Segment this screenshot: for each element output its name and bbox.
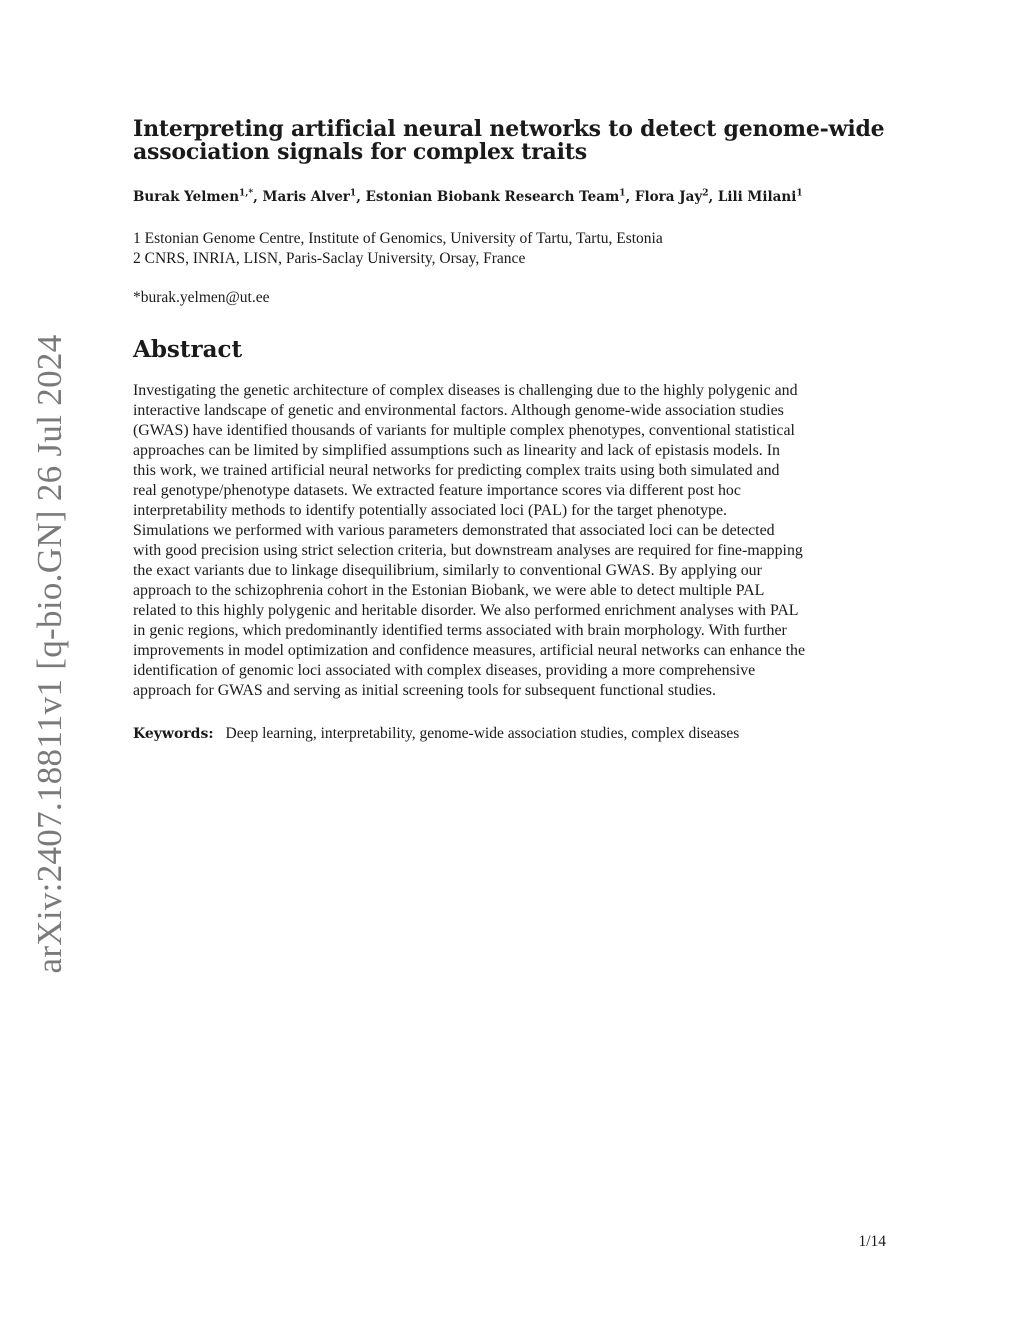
- paper-front-matter: [133, 118, 893, 744]
- abstract-line: interpretability methods to identify potentially associated loci (PAL) for the target phenotype.: [133, 502, 727, 519]
- abstract-line: in genic regions, which predominantly identified terms associated with brain morphology. With further: [133, 622, 787, 639]
- abstract-line: this work, we trained artificial neural networks for predicting complex traits using both simulated and: [133, 462, 780, 479]
- abstract-line: Simulations we performed with various parameters demonstrated that associated loci can be detected: [133, 522, 775, 539]
- paper-title-line-2: association signals for complex traits: [133, 139, 587, 165]
- paper-title: [133, 118, 893, 164]
- keywords: [133, 724, 893, 744]
- author: Burak Yelmen$^{1,*}$,: [133, 188, 263, 205]
- abstract-line: the exact variants due to linkage disequilibrium, similarly to conventional GWAS. By applying our: [133, 562, 762, 579]
- affiliation: 1 Estonian Genome Centre, Institute of Genomics, University of Tartu, Tartu, Estonia: [133, 230, 663, 247]
- author: Flora Jay$^2$,: [634, 188, 718, 205]
- abstract-line: interactive landscape of genetic and environmental factors. Although genome-wide association studies: [133, 402, 784, 419]
- author: Maris Alver$^1$,: [262, 188, 366, 205]
- abstract-line: improvements in model optimization and confidence measures, artificial neural networks can enhance the: [133, 642, 806, 659]
- abstract-line: identification of genomic loci associated with complex diseases, providing a more comprehensive: [133, 662, 756, 679]
- abstract-line: (GWAS) have identified thousands of variants for multiple complex phenotypes, conventional statistical: [133, 422, 795, 439]
- author-list: [133, 188, 893, 206]
- affiliation: 2 CNRS, INRIA, LISN, Paris-Saclay University, Orsay, France: [133, 250, 526, 267]
- abstract-line: real genotype/phenotype datasets. We extracted feature importance scores via different post hoc: [133, 482, 741, 499]
- arxiv-identifier-stamp: [28, 334, 72, 974]
- abstract-line: approaches can be limited by simplified assumptions such as linearity and lack of epistasis models. In: [133, 442, 780, 459]
- affiliations: [133, 229, 893, 269]
- abstract-line: Investigating the genetic architecture of complex diseases is challenging due to the highly polygenic and: [133, 382, 798, 399]
- abstract-line: related to this highly polygenic and heritable disorder. We also performed enrichment analyses with PAL: [133, 602, 799, 619]
- keywords-label: Keywords:: [133, 726, 214, 742]
- author: Lili Milani$^1$: [717, 188, 803, 205]
- paper-title-line-1: Interpreting artificial neural networks to detect genome-wide: [133, 116, 885, 142]
- abstract-heading: Abstract: [133, 336, 243, 363]
- author: Estonian Biobank Research Team$^1$,: [365, 188, 635, 205]
- page-number: 1/14: [858, 1233, 886, 1250]
- abstract-line: with good precision using strict selection criteria, but downstream analyses are required for fine-mapping: [133, 542, 803, 559]
- abstract-body: [133, 381, 893, 701]
- arxiv-identifier-text: arXiv:2407.18811v1 [q-bio.GN] 26 Jul 2024: [30, 334, 69, 974]
- corresponding-author-email: *burak.yelmen@ut.ee: [133, 289, 270, 306]
- abstract-line: approach to the schizophrenia cohort in the Estonian Biobank, we were able to detect multiple PAL: [133, 582, 765, 599]
- keywords-text: Deep learning, interpretability, genome-wide association studies, complex diseases: [225, 725, 740, 742]
- abstract-line: approach for GWAS and serving as initial screening tools for subsequent functional studies.: [133, 682, 716, 699]
